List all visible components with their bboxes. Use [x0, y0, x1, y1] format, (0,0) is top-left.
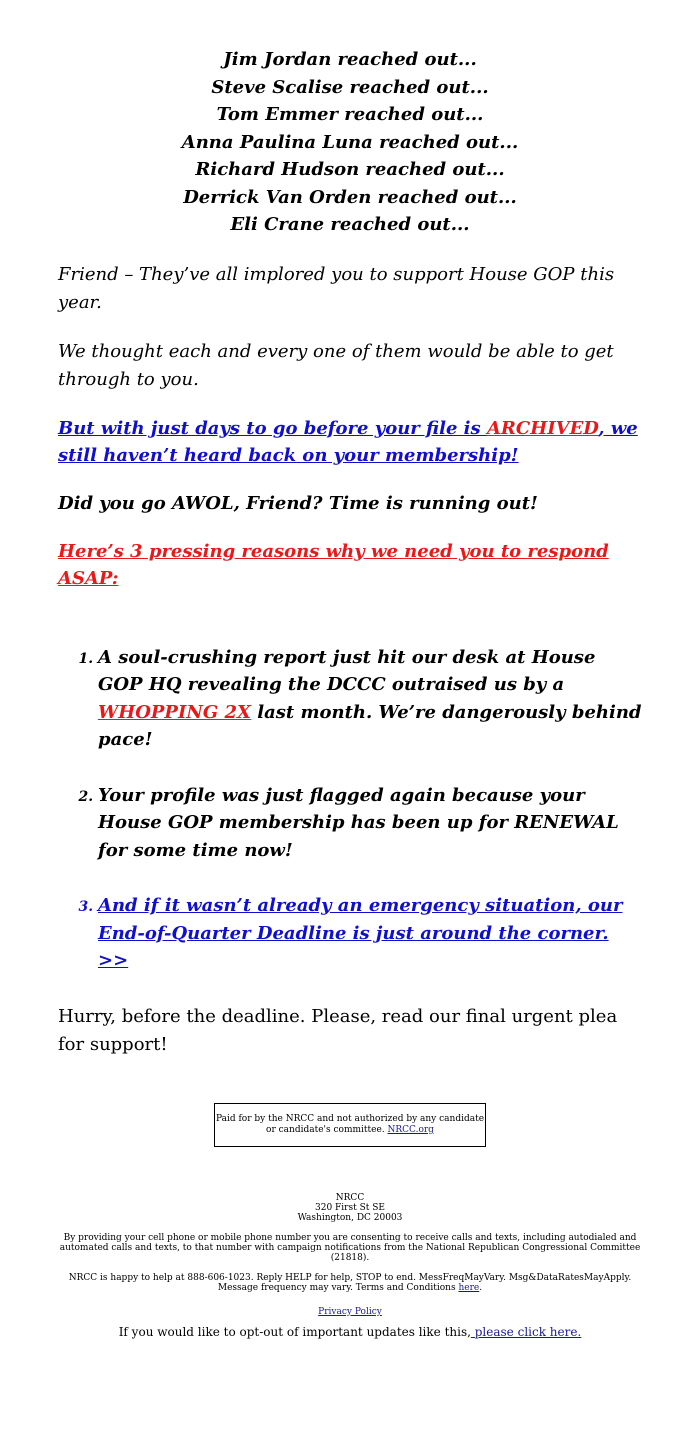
whopping-text: WHOPPING 2X [98, 701, 251, 723]
privacy-policy-link[interactable]: Privacy Policy [318, 1306, 382, 1317]
nrcc-link[interactable]: NRCC.org [387, 1124, 434, 1135]
footer-city: Washington, DC 20003 [297, 1212, 403, 1223]
names-list [58, 46, 642, 239]
reason-item [98, 644, 642, 754]
archived-text: ARCHIVED [486, 417, 599, 439]
optout-line [58, 1325, 642, 1339]
name-line: Tom Emmer reached out... [216, 104, 484, 125]
consent-text: By providing your cell phone or mobile phone number you are consenting to receive calls and texts, including autodialed and automated calls and texts, to that number with campaign notifications from the National Republican Congressional Committee (21818). [59, 1232, 641, 1263]
intro-paragraph: Friend – They’ve all implored you to support House GOP this year. [58, 263, 615, 313]
footer: NRCC 320 First St SE Washington, DC 20003 By providing your cell phone or mobile phone number you are consenting to receive calls and texts, including autodialed and automated calls and texts, to that number with campaign notifications from the National Republican Congressional Committee (21818). NRCC is happy to help at 888-606-1023. Reply HELP for help, STOP to end. MessFreqMayVary. Msg&DataRatesMayApply. Message frequency may vary. Terms and Conditions here. Privacy Policy [59, 1192, 641, 1317]
reason-text: last month. We’re dangerously behind pace! [98, 701, 642, 750]
footer-street: 320 First St SE [315, 1202, 385, 1213]
paid-for-box [214, 1103, 486, 1147]
reason-text: A soul-crushing report just hit our desk at House GOP HQ revealing the DCCC outraised us by a [98, 646, 596, 695]
name-line: Anna Paulina Luna reached out... [181, 131, 519, 153]
awol-text: Did you go AWOL, Friend? Time is running out! [58, 492, 538, 514]
name-line: Jim Jordan reached out... [223, 49, 477, 70]
reason-item [98, 782, 642, 865]
membership-link[interactable] [58, 418, 638, 466]
reasons-heading-link[interactable]: Here’s 3 pressing reasons why we need you to respond ASAP: [58, 540, 609, 589]
name-line: Richard Hudson reached out... [195, 159, 505, 180]
footer-org: NRCC [335, 1192, 365, 1203]
paid-for-text: Paid for by the NRCC and not authorized by any candidate or candidate's committee. [215, 1113, 485, 1135]
help-text: NRCC is happy to help at 888-606-1023. Reply HELP for help, STOP to end. MessFreqMayVary. Msg&DataRatesMayApply. Message frequency may vary. Terms and Conditions [68, 1272, 632, 1293]
name-line: Steve Scalise reached out... [211, 76, 489, 98]
deadline-link[interactable]: And if it wasn’t already an emergency situation, our End-of-Quarter Deadline is just around the corner. >> [98, 895, 623, 971]
link-text: But with just days to go before your file is [58, 417, 487, 439]
terms-link[interactable]: here [458, 1282, 480, 1293]
reasons-list [58, 644, 642, 975]
link-text: , we still haven’t heard back on your membership! [58, 417, 638, 466]
name-line: Derrick Van Orden reached out... [183, 186, 517, 208]
optout-text: If you would like to opt-out of important updates like this, [118, 1324, 471, 1339]
optout-link[interactable]: please click here. [470, 1324, 582, 1339]
second-paragraph: We thought each and every one of them would be able to get through to you. [58, 340, 614, 390]
reason-item [98, 892, 642, 975]
reason-text: Your profile was just flagged again because your House GOP membership has been up for RENEWAL for some time now! [98, 784, 619, 861]
hurry-text: Hurry, before the deadline. Please, read our final urgent plea for support! [58, 1005, 618, 1055]
name-line: Eli Crane reached out... [230, 214, 470, 235]
